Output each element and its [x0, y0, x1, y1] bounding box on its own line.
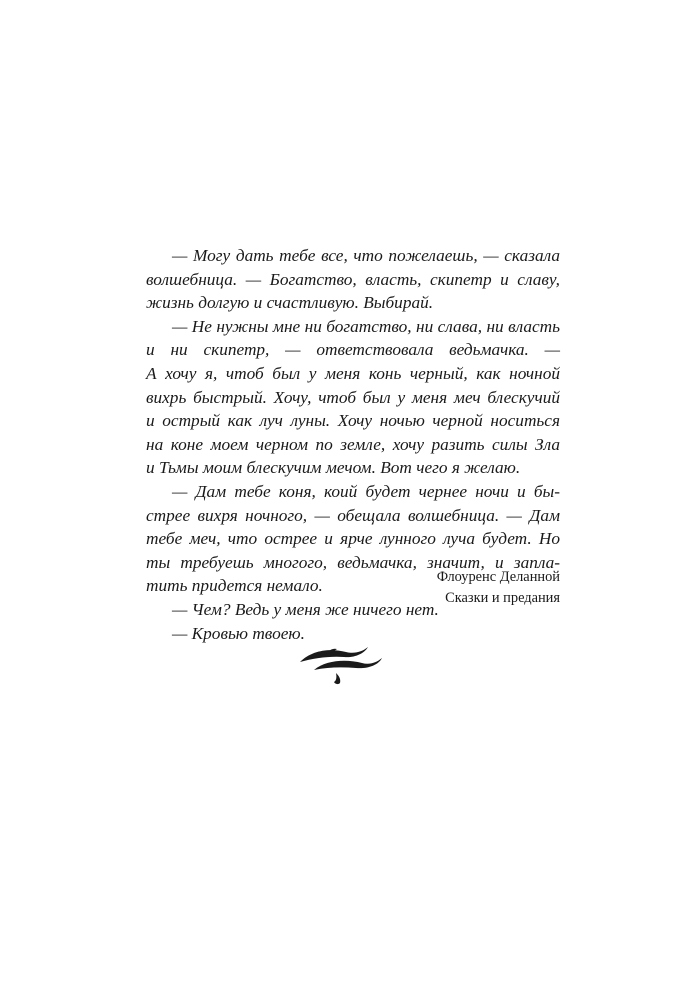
epigraph-line: — Чем? Ведь у меня же ничего нет.: [172, 599, 439, 619]
epigraph-line: — Дам тебе коня, коий будет чернее ночи и бы-: [172, 481, 560, 501]
epigraph-line: и Тьмы моим блескучим мечом. Вот чего я желаю.: [146, 458, 521, 478]
epigraph-line: — Могу дать тебе все, что пожелаешь, — сказала: [172, 246, 560, 265]
epigraph-line: ты требуешь многого, ведьмачка, значит, и запла-: [146, 552, 560, 572]
epigraph-line: А хочу я, чтоб был у меня конь черный, как ночной: [146, 363, 560, 383]
epigraph-line: на коне моем черном по земле, хочу разить силы Зла: [146, 434, 560, 454]
epigraph-line: — Кровью твоею.: [172, 623, 305, 643]
epigraph-line: вихрь быстрый. Хочу, чтоб был у меня меч блескучий: [146, 387, 560, 407]
epigraph-attribution: [437, 567, 560, 609]
attribution-work: Сказки и предания: [445, 590, 560, 606]
epigraph-line: и острый как луч луны. Хочу ночью черной носиться: [146, 411, 560, 431]
epigraph-line: — Не нужны мне ни богатство, ни слава, ни власть: [172, 316, 560, 336]
epigraph-line: стрее вихря ночного, — обещала волшебница. — Дам: [146, 505, 560, 525]
epigraph-line: тить придется немало.: [146, 576, 323, 596]
epigraph-line: и ни скипетр, — ответствовала ведьмачка. —: [146, 340, 560, 360]
epigraph-line: волшебница. — Богатство, власть, скипетр и славу,: [146, 269, 560, 289]
epigraph-line: жизнь долгую и счастливую. Выбирай.: [146, 293, 434, 313]
attribution-author: Флоуренс Деланной: [436, 569, 560, 585]
calligraphic-flourish-icon: [296, 638, 386, 688]
epigraph-line: тебе меч, что острее и ярче лунного луча будет. Но: [146, 529, 560, 549]
